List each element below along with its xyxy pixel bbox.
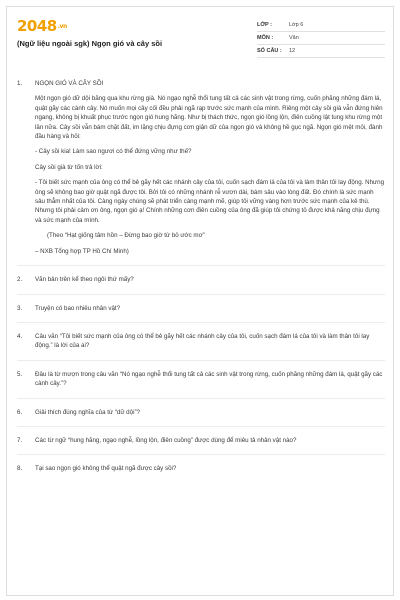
divider bbox=[17, 322, 385, 323]
divider bbox=[17, 360, 385, 361]
question-text: Văn bản trên kể theo ngôi thứ mấy? bbox=[35, 276, 134, 284]
passage-title: NGỌN GIÓ VÀ CÂY SỒI bbox=[35, 80, 104, 87]
question-text: Giải thích đúng nghĩa của từ “dữ dội”? bbox=[35, 408, 140, 416]
passage-paragraph: - Cây sồi kia! Làm sao ngươi có thể đứng vững như thế? bbox=[35, 148, 192, 156]
question-item bbox=[17, 332, 385, 351]
meta-table bbox=[257, 19, 385, 58]
question-number: 5. bbox=[17, 370, 23, 378]
site-logo[interactable]: 2048.vn bbox=[17, 17, 67, 35]
question-text: Đâu là từ mượn trong câu văn “Nó ngạo nghễ thổi tung tất cả các sinh vật trong rừng, cuốn phăng những đám lá, quật gãy các cành cây.”? bbox=[35, 370, 383, 388]
question-item bbox=[17, 275, 385, 284]
question-number: 2. bbox=[17, 276, 23, 284]
meta-row-subject bbox=[257, 32, 385, 45]
divider bbox=[17, 398, 385, 399]
question-text: Tại sao ngọn gió không thể quật ngã được cây sồi? bbox=[35, 465, 177, 473]
meta-label: LỚP : bbox=[257, 22, 272, 28]
question-text: Các từ ngữ “hung hăng, ngạo nghễ, lồng lộn, điên cuồng” được dùng để miêu tả nhân vật nào? bbox=[35, 436, 297, 444]
meta-value: Văn bbox=[289, 35, 299, 41]
passage-paragraph: Một ngọn gió dữ dội băng qua khu rừng già. Nó ngạo nghễ thổi tung tất cả các sinh vật trong rừng, cuốn phăng những đám lá, quật gãy các cành cây. Nó muốn mọi cây cối đều phải ngã rạp trước sức mạnh của mình. Riêng một cây sồi già vẫn đứng hiên ngang, không bị khuất phục trước ngọn gió hung hãng. Như bị thách thức, ngọn gió lồng lộn, điên cuồng lật tung khu rừng một lần nữa. Cây sồi vẫn bám chặt đất, im lặng chịu đựng cơn giận dữ của ngọn gió và không hề gục ngã. Ngọn gió mệt mỏi, đành đầu hàng và hỏi: bbox=[35, 95, 383, 141]
divider bbox=[17, 265, 385, 266]
passage-source: (Theo “Hạt giống tâm hồn – Đừng bao giờ từ bỏ ước mơ” bbox=[47, 232, 205, 240]
divider bbox=[17, 454, 385, 455]
question-number: 6. bbox=[17, 408, 23, 416]
question-number: 1. bbox=[17, 80, 23, 87]
question-number: 7. bbox=[17, 436, 23, 444]
question-item bbox=[17, 464, 385, 473]
question-list bbox=[17, 79, 385, 474]
meta-value: 12 bbox=[289, 48, 296, 54]
question-number: 8. bbox=[17, 465, 23, 473]
question-item bbox=[17, 408, 385, 417]
question-text: Truyện có bao nhiêu nhân vật? bbox=[35, 304, 121, 312]
meta-label: SỐ CÂU : bbox=[257, 48, 282, 54]
divider bbox=[17, 294, 385, 295]
question-item bbox=[17, 79, 385, 256]
question-text: Câu văn “Tôi biết sức mạnh của ông có thể bẻ gãy hết các nhánh cây của tôi, cuốn sạch đám lá của tôi và làm thân tôi lay động.” là lời của ai? bbox=[35, 332, 370, 350]
meta-value: Lớp 6 bbox=[289, 22, 304, 28]
question-item bbox=[17, 436, 385, 445]
passage-publisher: – NXB Tổng hợp TP Hồ Chí Minh) bbox=[35, 247, 129, 255]
page-title: (Ngữ liệu ngoài sgk) Ngọn gió và cây sồi bbox=[17, 39, 163, 48]
meta-row-count bbox=[257, 45, 385, 58]
document-page bbox=[6, 6, 394, 596]
meta-label: MÔN : bbox=[257, 35, 274, 41]
question-item bbox=[17, 304, 385, 313]
question-number: 4. bbox=[17, 332, 23, 340]
passage-paragraph: - Tôi biết sức mạnh của ông có thể bẻ gãy hết các nhánh cây của tôi, cuốn sạch đám lá của tôi và làm thân tôi lay động. Nhưng ông sẽ không bao giờ quật ngã được tôi. Bởi tôi có những nhánh rễ vươn dài, bám sâu vào lòng đất. Đó chính là sức mạnh sâu thẳm nhất của tôi. Càng ngày chúng sẽ phát triển càng mạnh mẽ, giúp tôi vững vàng hơn trước sức mạnh của kẻ thù. Nhưng tôi phải cảm ơn ông, ngọn gió ạ! Chính những cơn điên cuồng của ông đã giúp tôi chứng tỏ được khả năng chịu đựng và sức mạnh của mình. bbox=[35, 179, 385, 224]
question-number: 3. bbox=[17, 304, 23, 312]
passage-paragraph: Cây sồi già từ tốn trả lời: bbox=[35, 163, 103, 171]
question-item bbox=[17, 370, 385, 389]
meta-row-class bbox=[257, 19, 385, 32]
divider bbox=[17, 426, 385, 427]
